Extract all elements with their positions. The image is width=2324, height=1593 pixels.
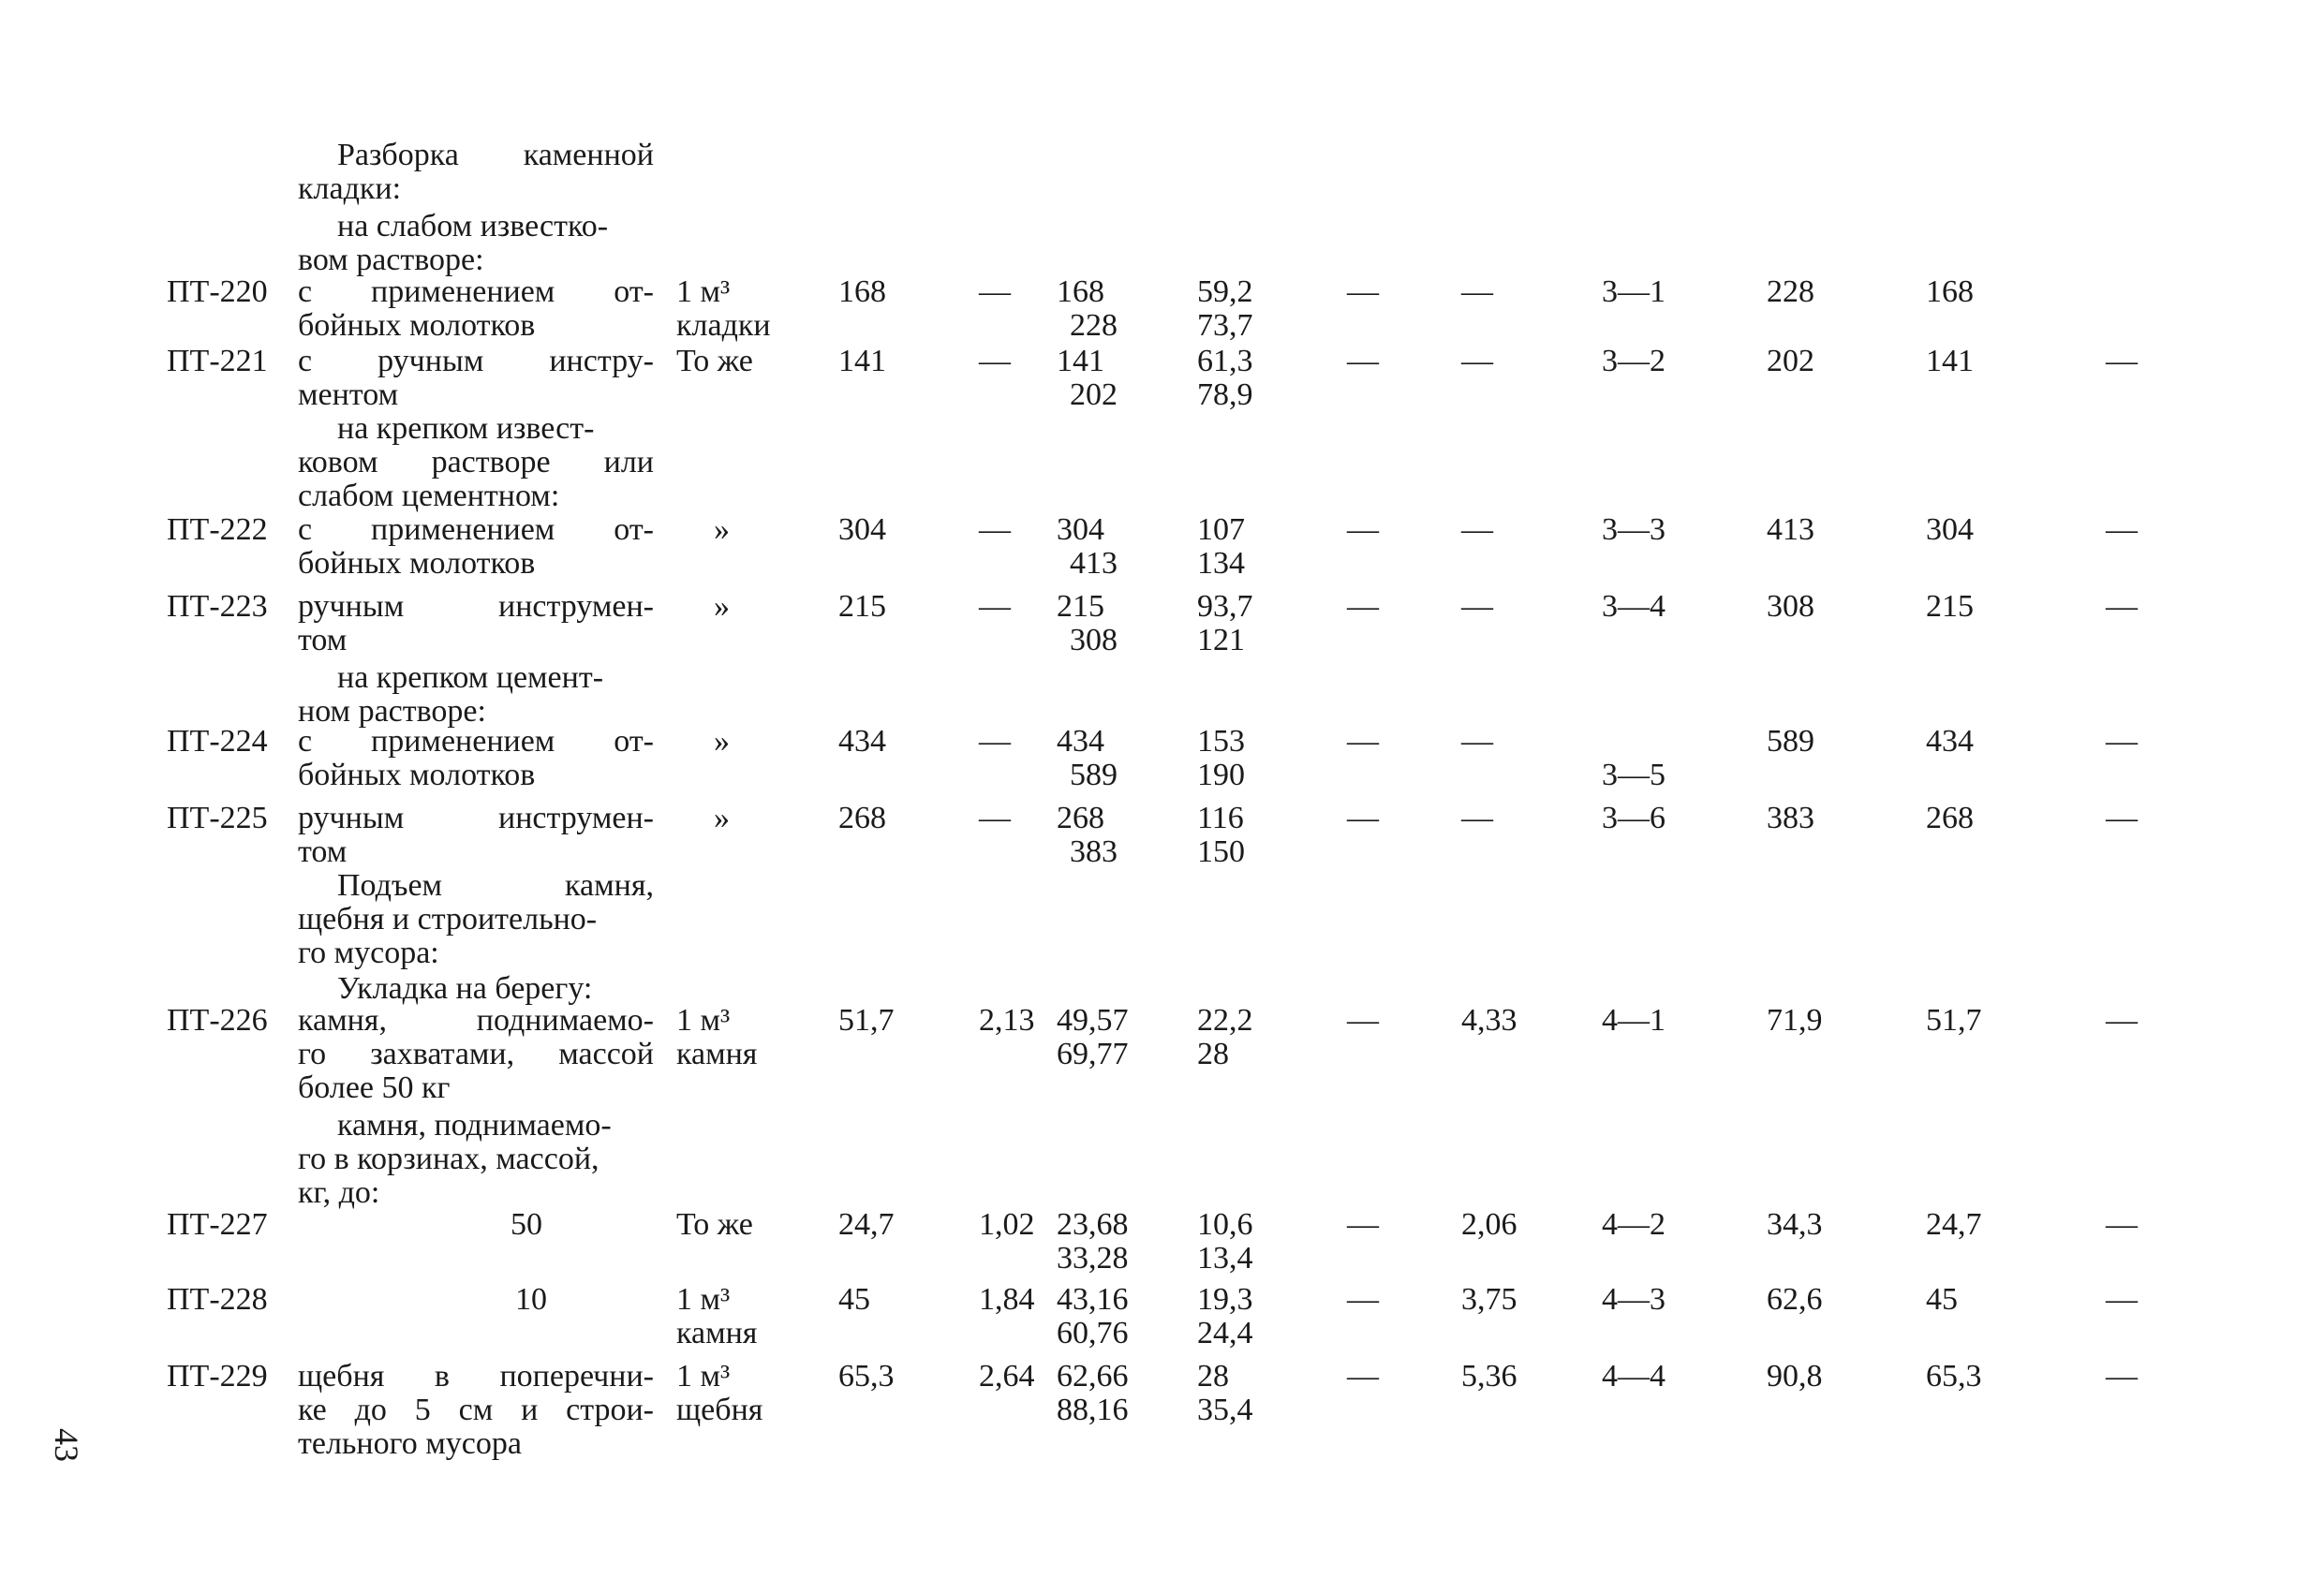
row-value-8: 62,6 <box>1767 1282 1823 1317</box>
row-value-5: — <box>1347 344 1379 378</box>
row-value-8: 589 <box>1767 724 1814 759</box>
row-value-2: 1,84 <box>979 1282 1035 1317</box>
text-line: го захватами, массой <box>298 1037 654 1071</box>
row-value-6: — <box>1461 801 1493 835</box>
row-code: ПТ-224 <box>167 724 268 759</box>
text-line: кг, до: <box>298 1175 380 1210</box>
row-value-total: 304 <box>838 512 886 547</box>
row-value-3: 62,66 <box>1057 1359 1129 1394</box>
text-line: ручным инструмен- <box>298 589 654 624</box>
row-value-2: — <box>979 801 1011 835</box>
row-value-3: 228 <box>1070 308 1118 343</box>
row-value-6: 4,33 <box>1461 1003 1517 1038</box>
row-value-4: 73,7 <box>1197 308 1253 343</box>
row-value-3: 215 <box>1057 589 1104 624</box>
row-value-8: 90,8 <box>1767 1359 1823 1394</box>
row-value-4: 134 <box>1197 546 1245 581</box>
row-value-5: — <box>1347 1359 1379 1394</box>
row-unit: То же <box>676 1207 753 1242</box>
row-value-8: 383 <box>1767 801 1814 835</box>
text-line: го в корзинах, массой, <box>298 1142 600 1176</box>
row-value-9: 268 <box>1926 801 1974 835</box>
row-value-3: 33,28 <box>1057 1241 1129 1276</box>
row-value-8: 228 <box>1767 274 1814 309</box>
row-value-total: 141 <box>838 344 886 378</box>
row-value-3: 304 <box>1057 512 1104 547</box>
row-ref: 4—3 <box>1602 1282 1665 1317</box>
text-line: щебня и строительно- <box>298 902 598 937</box>
row-description: 50 <box>511 1207 542 1242</box>
row-value-9: 304 <box>1926 512 1974 547</box>
row-value-9: 65,3 <box>1926 1359 1982 1394</box>
text-line: с применением от- <box>298 512 654 547</box>
text-line: ковом растворе или <box>298 445 654 479</box>
row-value-4: 150 <box>1197 834 1245 869</box>
row-description: 10 <box>515 1282 547 1317</box>
row-value-4: 28 <box>1197 1037 1229 1071</box>
row-value-3: 49,57 <box>1057 1003 1129 1038</box>
page-number: 43 <box>48 1428 85 1462</box>
row-description <box>298 590 654 657</box>
row-value-4: 107 <box>1197 512 1245 547</box>
text-line: Укладка на берегу: <box>337 971 593 1006</box>
row-value-2: 2,13 <box>979 1003 1035 1038</box>
text-line: с применением от- <box>298 724 654 759</box>
row-code: ПТ-220 <box>167 274 268 309</box>
row-unit: камня <box>676 1316 758 1350</box>
row-value-4: 116 <box>1197 801 1244 835</box>
text-line: ном растворе: <box>298 694 486 729</box>
row-value-4: 190 <box>1197 758 1245 792</box>
row-value-6: — <box>1461 274 1493 309</box>
row-value-total: 45 <box>838 1282 870 1317</box>
row-value-4: 24,4 <box>1197 1316 1253 1350</box>
row-value-10: — <box>2106 1282 2138 1317</box>
row-unit: То же <box>676 344 753 378</box>
text-line: с применением от- <box>298 274 654 309</box>
row-value-4: 22,2 <box>1197 1003 1253 1038</box>
row-value-4: 59,2 <box>1197 274 1253 309</box>
text-line: вом растворе: <box>298 243 484 277</box>
row-value-3: 60,76 <box>1057 1316 1129 1350</box>
row-value-9: 24,7 <box>1926 1207 1982 1242</box>
row-ref: 3—4 <box>1602 589 1665 624</box>
row-value-8: 308 <box>1767 589 1814 624</box>
row-value-4: 13,4 <box>1197 1241 1253 1276</box>
row-value-10: — <box>2106 724 2138 759</box>
row-value-4: 78,9 <box>1197 377 1253 412</box>
row-value-10: — <box>2106 1207 2138 1242</box>
row-code: ПТ-221 <box>167 344 268 378</box>
row-value-3: 308 <box>1070 623 1118 657</box>
row-unit: 1 м³ <box>676 274 731 309</box>
section-heading-baskets <box>298 1109 654 1210</box>
row-value-6: — <box>1461 512 1493 547</box>
text-line: тельного мусора <box>298 1426 522 1461</box>
section-heading-masonry <box>298 139 654 206</box>
text-line: бойных молотков <box>298 758 536 792</box>
row-value-5: — <box>1347 801 1379 835</box>
row-code: ПТ-225 <box>167 801 268 835</box>
row-description <box>298 1004 654 1105</box>
row-value-3: 88,16 <box>1057 1393 1129 1427</box>
row-description <box>298 275 654 343</box>
row-value-3: 43,16 <box>1057 1282 1129 1317</box>
row-description <box>298 345 654 412</box>
row-value-total: 65,3 <box>838 1359 895 1394</box>
row-value-total: 51,7 <box>838 1003 895 1038</box>
row-value-9: 51,7 <box>1926 1003 1982 1038</box>
row-code: ПТ-226 <box>167 1003 268 1038</box>
section-heading-weak-lime <box>298 210 654 277</box>
row-value-total: 215 <box>838 589 886 624</box>
row-value-2: — <box>979 589 1011 624</box>
row-code: ПТ-228 <box>167 1282 268 1317</box>
row-ref: 3—6 <box>1602 801 1665 835</box>
row-value-3: 202 <box>1070 377 1118 412</box>
row-value-5: — <box>1347 1207 1379 1242</box>
row-value-2: 1,02 <box>979 1207 1035 1242</box>
row-ref: 4—2 <box>1602 1207 1665 1242</box>
row-value-10: — <box>2106 589 2138 624</box>
row-code: ПТ-222 <box>167 512 268 547</box>
row-value-2: — <box>979 344 1011 378</box>
section-heading-strong-cement <box>298 661 654 729</box>
text-line: том <box>298 623 348 657</box>
row-value-4: 121 <box>1197 623 1245 657</box>
row-value-9: 215 <box>1926 589 1974 624</box>
row-value-4: 93,7 <box>1197 589 1253 624</box>
row-unit: щебня <box>676 1393 763 1427</box>
row-value-2: 2,64 <box>979 1359 1035 1394</box>
row-description <box>298 802 654 869</box>
row-unit: кладки <box>676 308 771 343</box>
text-line: камня, поднимаемо- <box>337 1108 612 1143</box>
row-value-3: 268 <box>1057 801 1104 835</box>
row-value-6: 3,75 <box>1461 1282 1517 1317</box>
row-value-6: — <box>1461 724 1493 759</box>
row-value-10: — <box>2106 1003 2138 1038</box>
text-line: бойных молотков <box>298 308 536 343</box>
text-line: на крепком извест- <box>337 411 595 446</box>
row-ref: 3—3 <box>1602 512 1665 547</box>
row-value-10: — <box>2106 512 2138 547</box>
row-value-6: 5,36 <box>1461 1359 1517 1394</box>
row-value-total: 24,7 <box>838 1207 895 1242</box>
row-unit: 1 м³ <box>676 1282 731 1317</box>
row-value-3: 141 <box>1057 344 1104 378</box>
text-line: на крепком цемент- <box>337 660 604 695</box>
row-ref: 3—1 <box>1602 274 1665 309</box>
section-heading-lifting <box>298 869 654 970</box>
row-value-3: 69,77 <box>1057 1037 1129 1071</box>
row-value-8: 34,3 <box>1767 1207 1823 1242</box>
row-value-total: 434 <box>838 724 886 759</box>
row-unit: камня <box>676 1037 758 1071</box>
text-line: на слабом известко- <box>337 209 609 243</box>
row-value-5: — <box>1347 1282 1379 1317</box>
row-value-9: 141 <box>1926 344 1974 378</box>
row-unit: » <box>714 512 730 547</box>
row-value-5: — <box>1347 274 1379 309</box>
row-value-9: 168 <box>1926 274 1974 309</box>
row-ref: 3—2 <box>1602 344 1665 378</box>
row-ref: 4—4 <box>1602 1359 1665 1394</box>
row-value-total: 168 <box>838 274 886 309</box>
row-value-3: 383 <box>1070 834 1118 869</box>
row-value-6: — <box>1461 344 1493 378</box>
row-ref: 3—5 <box>1602 758 1665 792</box>
row-value-4: 28 <box>1197 1359 1229 1394</box>
text-line: камня, поднимаемо- <box>298 1003 654 1038</box>
row-ref: 4—1 <box>1602 1003 1665 1038</box>
row-description <box>298 725 654 792</box>
row-value-total: 268 <box>838 801 886 835</box>
text-line: ке до 5 см и строи- <box>298 1393 654 1427</box>
row-value-3: 23,68 <box>1057 1207 1129 1242</box>
row-value-2: — <box>979 512 1011 547</box>
row-value-5: — <box>1347 589 1379 624</box>
row-value-2: — <box>979 724 1011 759</box>
text-line: ручным инструмен- <box>298 801 654 835</box>
row-value-5: — <box>1347 512 1379 547</box>
row-value-8: 202 <box>1767 344 1814 378</box>
row-value-9: 434 <box>1926 724 1974 759</box>
section-heading-shore <box>298 972 654 1006</box>
text-line: том <box>298 834 348 869</box>
text-line: слабом цементном: <box>298 479 560 513</box>
row-unit: » <box>714 724 730 759</box>
text-line: более 50 кг <box>298 1070 451 1105</box>
row-value-10: — <box>2106 801 2138 835</box>
text-line: кладки: <box>298 171 402 206</box>
row-unit: 1 м³ <box>676 1359 731 1394</box>
row-value-8: 71,9 <box>1767 1003 1823 1038</box>
row-value-4: 10,6 <box>1197 1207 1253 1242</box>
row-code: ПТ-227 <box>167 1207 268 1242</box>
row-value-5: — <box>1347 1003 1379 1038</box>
row-code: ПТ-229 <box>167 1359 268 1394</box>
row-value-2: — <box>979 274 1011 309</box>
text-line: го мусора: <box>298 936 439 970</box>
row-value-6: 2,06 <box>1461 1207 1517 1242</box>
section-heading-strong-lime <box>298 412 654 513</box>
row-description <box>298 513 654 581</box>
row-value-10: — <box>2106 1359 2138 1394</box>
row-code: ПТ-223 <box>167 589 268 624</box>
row-unit: 1 м³ <box>676 1003 731 1038</box>
text-line: ментом <box>298 377 399 412</box>
text-line: бойных молотков <box>298 546 536 581</box>
row-value-3: 589 <box>1070 758 1118 792</box>
text-line: Подъем камня, <box>337 868 654 903</box>
row-value-10: — <box>2106 344 2138 378</box>
row-value-4: 153 <box>1197 724 1245 759</box>
row-value-3: 168 <box>1057 274 1104 309</box>
row-value-9: 45 <box>1926 1282 1958 1317</box>
row-value-4: 61,3 <box>1197 344 1253 378</box>
text-line: с ручным инстру- <box>298 344 654 378</box>
row-value-4: 35,4 <box>1197 1393 1253 1427</box>
row-unit: » <box>714 801 730 835</box>
row-value-5: — <box>1347 724 1379 759</box>
row-value-3: 413 <box>1070 546 1118 581</box>
text-line: щебня в поперечни- <box>298 1359 654 1394</box>
row-value-3: 434 <box>1057 724 1104 759</box>
row-unit: » <box>714 589 730 624</box>
row-value-8: 413 <box>1767 512 1814 547</box>
row-description <box>298 1360 654 1461</box>
text-line: Разборка каменной <box>337 138 654 172</box>
row-value-4: 19,3 <box>1197 1282 1253 1317</box>
row-value-6: — <box>1461 589 1493 624</box>
